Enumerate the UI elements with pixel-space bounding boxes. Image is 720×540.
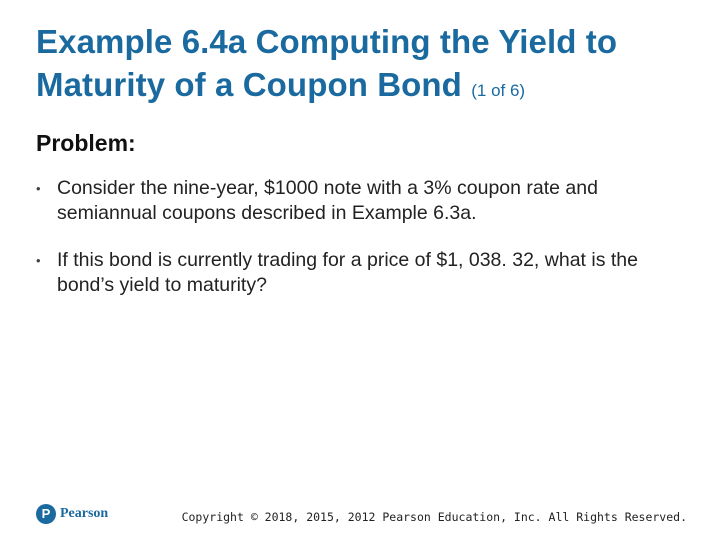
pearson-logo bbox=[36, 502, 108, 526]
problem-heading: Problem: bbox=[36, 130, 136, 156]
bullet-item bbox=[36, 176, 686, 226]
slide-title-main: Example 6.4a Computing the Yield to Maturity of a Coupon Bond bbox=[36, 23, 618, 103]
bullet-text: Consider the nine-year, $1000 note with a 3% coupon rate and semiannual coupons described in Example 6.3a. bbox=[57, 177, 598, 224]
bullet-list bbox=[36, 176, 686, 320]
pearson-mark-icon: P bbox=[36, 504, 56, 524]
bullet-dot-icon: • bbox=[36, 253, 41, 268]
copyright-notice: Copyright © 2018, 2015, 2012 Pearson Education, Inc. All Rights Reserved. bbox=[181, 510, 687, 524]
slide-counter: (1 of 6) bbox=[471, 81, 526, 100]
bullet-item bbox=[36, 248, 686, 298]
bullet-text: If this bond is currently trading for a price of $1, 038. 32, what is the bond’s yield to maturity? bbox=[57, 249, 638, 296]
pearson-wordmark: Pearson bbox=[60, 506, 109, 521]
slide-title bbox=[36, 20, 696, 112]
bullet-dot-icon: • bbox=[36, 181, 41, 196]
